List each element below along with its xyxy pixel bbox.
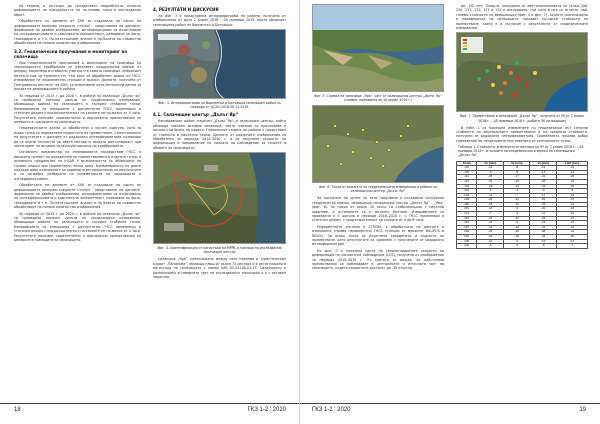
table-cell: -41	[530, 175, 557, 180]
table-cell: -5	[477, 244, 504, 249]
table-cell: -22	[504, 198, 530, 203]
journal-name: ГКЗ 1-2 ' 2020	[312, 407, 351, 413]
table-1	[456, 161, 588, 249]
landslide-photo	[313, 5, 444, 92]
table-cell: -26	[530, 202, 557, 207]
table-cell: -21	[530, 166, 557, 171]
page-number: 18	[14, 407, 21, 413]
paragraph: Обработката на данните от SAR за създаване на карти на деформациите включва следните стъпки - представяне на данните, формиране на двойки изображения, интерферограми за изчисляване на интерферограмата и комплексна кохерентност, развиване на фаза, геокодиране и т.н. По-нататъшният анализ е на базата на съвместно обработване на голямо количество изображения.	[14, 19, 141, 46]
table-cell: 113	[457, 179, 477, 184]
paragraph: Основното предимство на измерванията посредством ГНСС е високата точност на определяне на преместванията в отделни точки, а основното предимство на InSAR е възможността за обхващане на големи площи при сравнително ниска цена. Комбинирането на двата подхода дава възможност за надеждна интерпретация на резултатите и за по-добро разбиране на кинематиката на свлачищата в изследвания район.	[14, 150, 141, 181]
paragraph: Изследваният район, наречен „Дълъг Яр“, е свлачищен център, който обхваща няколко активни свлачища, чиято граница се проследява в посока към брега на морето. Геоложкият строеж на района е представен от глинести и мергелни скали. Данните от радарните изображения са обработени за периода 2015–2020 г. и са получени скорости на деформация в направление на линията на наблюдение за точките в обхвата на свлачището.	[153, 119, 286, 150]
table-cell: -29	[530, 216, 557, 221]
table-header-cell: Vu [mm]	[530, 161, 557, 166]
table-cell: -10	[504, 202, 530, 207]
table-cell: -27	[557, 216, 588, 221]
figure-4-caption: Фиг. 4. Идентификация от регистъра на МРРБ и граница на изследвания свлачищен център	[157, 246, 282, 255]
figure-7-displacement-map	[456, 32, 588, 112]
table-cell: -34	[557, 225, 588, 230]
table-cell: -10	[557, 212, 588, 217]
table-cell: 105	[457, 170, 477, 175]
aerial-image	[154, 153, 286, 244]
table-cell: 206	[457, 198, 477, 203]
table-cell: -9	[477, 170, 504, 175]
table-cell: -21	[557, 221, 588, 226]
paragraph: до -192 mm. Площта, заградена от местоположенията на точки 206, 230, 231, 132, 113 и 112 е изследвана, тъй като в нея се отчитат най-големи стойности на деформация (фиг. 4 и фиг. 7). Точките разположени в периферията на свлачището показват по-ниски стойности на преместване, което е в съгласие с резултатите от геодезическите измервания.	[456, 4, 588, 31]
table-cell: -52	[530, 198, 557, 203]
table-cell: -19	[557, 166, 588, 171]
left-column-2	[153, 4, 286, 281]
table-cell: -18	[477, 202, 504, 207]
table-cell: -26	[477, 225, 504, 230]
section-heading: 4.1. Свлачищен център „Дълъг Яр“	[153, 112, 239, 118]
left-footer	[0, 403, 300, 416]
table-cell: -19	[504, 179, 530, 184]
left-column-1	[14, 4, 141, 245]
table-cell: -5	[504, 170, 530, 175]
figure-6-caption: Фиг. 6. Точки от мрежата на геодезическите измервания в района на свлачищния център „Дълъг Яр“	[318, 185, 438, 194]
table-cell: -9	[504, 207, 530, 212]
table-cell: -11	[530, 212, 557, 217]
table-cell: -4	[504, 212, 530, 217]
page-number: 19	[579, 407, 586, 413]
paragraph: Геодезическите данни са обработени с научен софтуер, като за всяка точка са определени скоростите на преместване. Съпоставянето на резултатите с данните от радарната интерферометрия позволява да се оцени точността на двата метода и тяхната допълняемост при мониторинг на активни свлачищни процеси по крайбрежието.	[14, 126, 141, 148]
table-cell: -14	[477, 207, 504, 212]
table-header-cell: Точка	[457, 161, 477, 166]
table-cell: -14	[504, 184, 530, 189]
table-cell: -30	[557, 184, 588, 189]
table-cell: -33	[477, 230, 504, 235]
paragraph: Обработката на данните от SAR за създаване на карти на деформациите включва следните стъпки - представяне на данните, формиране на двойки изображения, интерферограми за изчисляване на интерферограмата и комплексна кохерентност, развиване на фаза, геокодиране и т.н. По-нататъшният анализ е на базата на съвместно обработване на голямо количество изображения.	[14, 183, 141, 210]
table-cell: -7	[557, 244, 588, 249]
table-cell: -12	[504, 216, 530, 221]
figure-4-aerial	[153, 152, 286, 244]
table-cell: 103	[457, 166, 477, 171]
table-cell: -46	[530, 179, 557, 184]
table-cell: -3	[504, 189, 530, 194]
table-cell: -37	[530, 225, 557, 230]
paragraph: В табл. 1 са показани измерените по геодезически път сезонни стойности на вертикалните премествания и на средните стойности, получени от радарната интерферометрия. Сравнението показва добро съвпадение на тенденциите при повечето от контролните точки.	[456, 125, 588, 143]
table-cell: -8	[557, 189, 588, 194]
table-cell: -16	[557, 193, 588, 198]
geodetic-network-map	[313, 106, 444, 183]
table-cell: -7	[477, 212, 504, 217]
table-cell: -33	[530, 184, 557, 189]
table-cell: 214	[457, 212, 477, 217]
table-cell: -10	[477, 239, 504, 244]
table-header-cell: LOS [mm]	[557, 161, 588, 166]
table-cell: 112	[457, 175, 477, 180]
table-cell: -7	[504, 193, 530, 198]
table-cell: -43	[530, 235, 557, 240]
paragraph: При геодезическите проучвания и мониторинг на свлачища по черноморското крайбрежие се използват координатни мрежи от репери, закрепени в стабилни участки и в самото свлачище. Избраният метод е нов за страната ни, тъй като се обработват данни от ГНСС измервания на перманентни станции и мрежи. Данните, получени от Географския институт на БАН, са използвани като контролни данни за анализ на деформациите в района.	[14, 60, 141, 92]
paragraph: На фиг. 7 е показана карта на средногодишните скорости на деформация по линията на наблюдение (LOS), получени от изображения за периода 2018–2019 г. От картата се вижда, че най-големи премествания се наблюдават в централната и източната част на свлачището, където скоростите достигат до -30 mm/год.	[312, 248, 444, 271]
paragraph: За постигане на целта на този проучване е създадена контролна геодезическа мрежа, обхващаща свлачищния сектор „Дълъг Яр“ - „Яра“ (фиг. 6). За някои от около 30 точки са стабилизирани с метални щифтове, а останалите са в метални болтове. Измерванията са проведени в 5 цикъла в периода 2016–2020 г. с ГНСС приемници в статичен режим, с продължителност на сесиите от 4 до 8 часа.	[312, 196, 444, 223]
figure-3-caption: Фиг. 3. Интерферограма на Варненски и Балчишки свлачищен район за периода от 02.04.2018-28.11.2018	[158, 101, 281, 110]
table-cell: 223	[457, 221, 477, 226]
table-cell: 210	[457, 207, 477, 212]
table-body	[457, 166, 588, 249]
table-cell: -48	[530, 230, 557, 235]
figure-5-caption: Фиг. 5. Снимка на свлачище „Яра“, част от свлачищния център „Дълъг Яр“ (снимка, направена на 10 април 2019 г.)	[314, 94, 442, 103]
table-cell: 227	[457, 225, 477, 230]
table-cell: -12	[477, 166, 504, 171]
figure-3-interferogram	[153, 29, 286, 99]
paragraph: За периода от 2015 г. до 2020 г. в района на свлачище „Дълъг яр“ са проведени няколко цикъла на геодезически измервания, обхващащи района на свлачището и съседни стабилни точки. Измерванията са извършени с двучестотни ГНСС приемници в статичен режим с продължителност на сесиите не по-малко от 4 часа. Резултатите показват хоризонтални и вертикални премествания на реперите в границите на свлачището.	[14, 211, 141, 243]
paragraph: Референтната система е ETRS89, а обработката на данните е извършена спрямо перманентни ГНСС станции от мрежите BULiPOS и NIGGG. За всяка точка са изчислени координати и скорости на преместване, като резултатите са сравнени с получените от радарната интерферометрия.	[312, 224, 444, 247]
paragraph: Свлачище „Яра“, разположено между село Кранево и туристическия курорт „Панорама“, обхваща площ от около 75 хектара и е регистрирано в регистъра на свлачищата с номер VAR 02.54148-01-17. Свлачището е разположено в северната част на изследваната територия и е с активен характер.	[153, 257, 286, 280]
table-cell: -35	[477, 198, 504, 203]
right-footer	[300, 403, 600, 416]
table-cell: -24	[477, 184, 504, 189]
table-cell: -14	[557, 239, 588, 244]
table-cell: -8	[504, 166, 530, 171]
journal-name: ГКЗ 1-2 ' 2020	[247, 407, 286, 413]
table-cell: -13	[557, 170, 588, 175]
table-cell: -11	[477, 193, 504, 198]
table-cell: 231	[457, 235, 477, 240]
right-page	[300, 0, 600, 424]
table-cell: -20	[530, 207, 557, 212]
table-cell: -16	[477, 221, 504, 226]
table-cell: 204	[457, 193, 477, 198]
table-cell: -20	[504, 230, 530, 235]
table-cell: 230	[457, 230, 477, 235]
figure-5-photo	[312, 4, 444, 92]
table-header-cell: Vn [mm]	[477, 161, 504, 166]
table-cell: -14	[530, 170, 557, 175]
table-cell: -15	[504, 225, 530, 230]
table-cell: 201	[457, 189, 477, 194]
table-cell: -38	[557, 175, 588, 180]
table-cell: 208	[457, 202, 477, 207]
table-cell: -18	[557, 207, 588, 212]
table-cell: -9	[530, 189, 557, 194]
table-cell: -6	[477, 189, 504, 194]
displacement-map-image	[457, 33, 588, 112]
table-cell: -17	[530, 193, 557, 198]
paragraph: За периода от 2015 г. до 2020 г. в района на свлачище „Дълъг яр“ са проведени няколко цикъла на геодезически измервания, обхващащи района на свлачището и съседни стабилни точки. Измерванията са извършени с двучестотни ГНСС приемници в статичен режим с продължителност на сесиите не по-малко от 4 часа. Резултатите показват хоризонтални и вертикални премествания на реперите в границите на свлачището.	[14, 93, 141, 124]
table-cell: -29	[477, 235, 504, 240]
table-cell: -23	[530, 221, 557, 226]
table-cell: -9	[504, 221, 530, 226]
table-cell: 240	[457, 244, 477, 249]
table-cell: -17	[504, 175, 530, 180]
table-cell: -3	[504, 244, 530, 249]
table-cell: -8	[530, 244, 557, 249]
right-column-2	[456, 4, 588, 249]
table-1-caption: Таблица 1. Стойности, извлечени от вектора на IPI от 2 април 2018 г. – 28 ноември 2018 г. и точките на геодезическата мрежа на свлачищния „Дълъг Яр“	[458, 145, 584, 158]
table-cell: -6	[504, 239, 530, 244]
paragraph: на терена, в по-скоро да предоставят подробности относно деформациите на повърхността на по-голяма площ в изследвания обект.	[14, 4, 141, 17]
table-cell: 132	[457, 184, 477, 189]
table-cell: -31	[477, 179, 504, 184]
table-cell: -15	[530, 239, 557, 244]
table-cell: -40	[557, 235, 588, 240]
table-cell: -42	[557, 179, 588, 184]
paragraph: На фиг. 3 е представена интерферограма на района, получена от изображения от дата 2 април 2018 – 28 ноември 2018, които обхващат свлачищния район на Варненско и Балчишко.	[153, 14, 286, 27]
table-cell: 219	[457, 216, 477, 221]
table-row	[457, 244, 588, 249]
table-cell: -44	[557, 230, 588, 235]
table-cell: -20	[477, 216, 504, 221]
table-cell: -28	[477, 175, 504, 180]
figure-7-caption: Фиг. 7. Преместване в свлачищен „Дълъг Яр“, получено от IPI от 2 април 2018 г. – 28 ноември 2018 г. (орбита 36 низходяща)	[459, 114, 585, 123]
table-cell: -18	[504, 235, 530, 240]
right-column-1	[312, 4, 444, 273]
interferogram-image	[154, 30, 286, 99]
section-heading: 4. РЕЗУЛТАТИ И ДИСКУСИЯ	[153, 7, 219, 12]
table-cell: -47	[557, 198, 588, 203]
figure-6-map	[312, 105, 444, 183]
table-cell: 235	[457, 239, 477, 244]
table-header-cell: Ve [mm]	[504, 161, 530, 166]
table-cell: -24	[557, 202, 588, 207]
section-heading: 3.2. Геодезически проучвания и мониторинг на свлачища	[14, 48, 128, 59]
